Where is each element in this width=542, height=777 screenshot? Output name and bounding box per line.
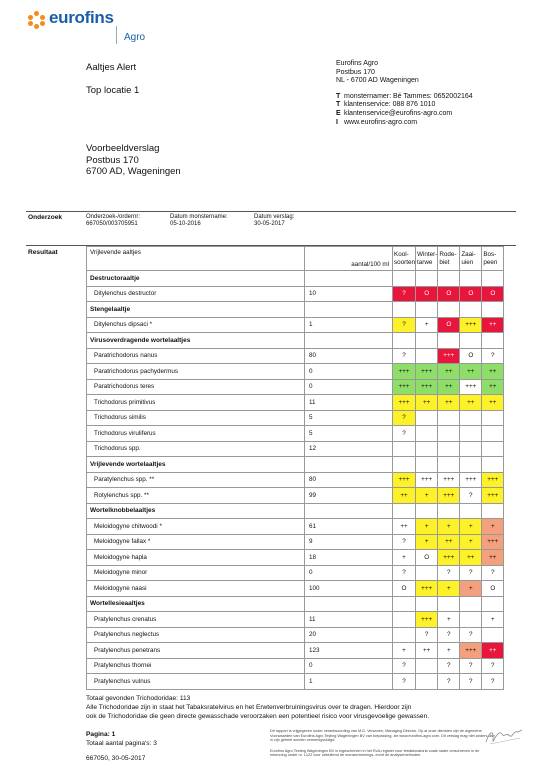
- risk-cell: +++: [460, 317, 482, 333]
- risk-cell: ?: [393, 426, 416, 442]
- section-row: [87, 271, 504, 287]
- risk-cell: +++: [393, 472, 416, 488]
- species-count: 80: [305, 472, 393, 488]
- risk-cell: ++: [438, 379, 460, 395]
- species-name: Ditylenchus destructor: [87, 286, 305, 302]
- table-row: [87, 426, 504, 442]
- risk-cell: +: [438, 643, 460, 659]
- recipient-city: 6700 AD, Wageningen: [86, 166, 181, 177]
- table-header-row: [87, 247, 504, 271]
- risk-cell: +++: [482, 534, 504, 550]
- risk-cell: +++: [438, 472, 460, 488]
- species-count: 11: [305, 395, 393, 411]
- section-title: Destructoraaltje: [87, 271, 305, 287]
- table-row: [87, 472, 504, 488]
- pagination: [86, 731, 157, 764]
- risk-cell: ?: [393, 534, 416, 550]
- contact-value: www.eurofins-agro.com: [344, 118, 418, 126]
- risk-cell: ++: [438, 534, 460, 550]
- contact-value: klantenservice@eurofins-agro.com: [344, 109, 453, 117]
- risk-cell: ?: [438, 658, 460, 674]
- species-count: 10: [305, 286, 393, 302]
- table-row: [87, 519, 504, 535]
- contact-line: [336, 93, 473, 102]
- species-name: Pratylenchus crenatus: [87, 612, 305, 628]
- species-name: Pratylenchus vulnus: [87, 674, 305, 690]
- contact-line: [336, 101, 473, 110]
- results-table: [86, 246, 504, 690]
- risk-cell: [416, 674, 438, 690]
- species-count: 0: [305, 379, 393, 395]
- risk-cell: [438, 441, 460, 457]
- risk-cell: [460, 441, 482, 457]
- risk-cell: ?: [438, 674, 460, 690]
- risk-cell: +++: [438, 550, 460, 566]
- risk-cell: ?: [393, 348, 416, 364]
- species-name: Rotylenchus spp. **: [87, 488, 305, 504]
- table-row: [87, 317, 504, 333]
- risk-cell: ++: [482, 379, 504, 395]
- risk-cell: +++: [393, 395, 416, 411]
- onderzoek-label: Onderzoek: [28, 214, 63, 221]
- species-count: 20: [305, 627, 393, 643]
- risk-cell: [393, 441, 416, 457]
- risk-cell: [393, 627, 416, 643]
- risk-cell: ++: [482, 395, 504, 411]
- risk-cell: +: [438, 612, 460, 628]
- header-name: Vrijlevende aaltjes: [87, 247, 305, 271]
- species-name: Meloidogyne fallax *: [87, 534, 305, 550]
- risk-cell: ?: [393, 674, 416, 690]
- risk-cell: ?: [460, 488, 482, 504]
- risk-cell: O: [438, 317, 460, 333]
- risk-cell: [438, 410, 460, 426]
- risk-cell: +++: [460, 379, 482, 395]
- table-row: [87, 674, 504, 690]
- species-count: 61: [305, 519, 393, 535]
- species-name: Paratrichodorus nanus: [87, 348, 305, 364]
- species-name: Paratrichodorus teres: [87, 379, 305, 395]
- risk-cell: O: [460, 348, 482, 364]
- table-row: [87, 348, 504, 364]
- risk-cell: +: [482, 519, 504, 535]
- table-row: [87, 612, 504, 628]
- species-count: 123: [305, 643, 393, 659]
- species-count: 0: [305, 565, 393, 581]
- risk-cell: O: [416, 286, 438, 302]
- risk-cell: ++: [460, 364, 482, 380]
- risk-cell: ++: [416, 395, 438, 411]
- species-name: Paratylenchus spp. **: [87, 472, 305, 488]
- table-row: [87, 565, 504, 581]
- risk-cell: +++: [460, 472, 482, 488]
- order-block: Onderzoek-/ordernr: 667050/003705951: [86, 214, 141, 227]
- risk-cell: ?: [393, 410, 416, 426]
- species-count: 99: [305, 488, 393, 504]
- risk-cell: ++: [482, 364, 504, 380]
- risk-cell: ?: [460, 658, 482, 674]
- species-count: 80: [305, 348, 393, 364]
- section-title: Wortellesieaaltjes: [87, 596, 305, 612]
- species-name: Trichodorus primitivus: [87, 395, 305, 411]
- recipient-box: Postbus 170: [86, 154, 139, 166]
- risk-cell: +++: [416, 364, 438, 380]
- risk-cell: [460, 410, 482, 426]
- signature-icon: [484, 724, 524, 748]
- species-name: Trichodorus similis: [87, 410, 305, 426]
- sender-city: NL - 6700 AD Wageningen: [336, 77, 419, 85]
- risk-cell: +++: [416, 612, 438, 628]
- section-row: [87, 503, 504, 519]
- table-row: [87, 441, 504, 457]
- species-name: Meloidogyne naasi: [87, 581, 305, 597]
- header-crop: Zaai- uien: [460, 247, 482, 271]
- risk-cell: ++: [393, 488, 416, 504]
- brand-name: eurofins: [49, 8, 114, 27]
- eurofins-dots-icon: [28, 11, 46, 29]
- section-title: Wortelknobbelaaltjes: [87, 503, 305, 519]
- risk-cell: ?: [438, 627, 460, 643]
- risk-cell: ?: [438, 565, 460, 581]
- header-crop: Rode- biet: [438, 247, 460, 271]
- risk-cell: ?: [393, 565, 416, 581]
- contact-key: T: [336, 101, 341, 109]
- species-count: 5: [305, 410, 393, 426]
- risk-cell: ++: [460, 395, 482, 411]
- header-crop: Bos- peen: [482, 247, 504, 271]
- contact-line: [336, 110, 473, 119]
- table-row: [87, 550, 504, 566]
- sender-box: Postbus 170: [336, 68, 375, 76]
- risk-cell: +: [438, 519, 460, 535]
- species-count: 11: [305, 612, 393, 628]
- risk-cell: ?: [460, 565, 482, 581]
- header-crop: Kool- soorten: [393, 247, 416, 271]
- contact-key: I: [336, 118, 338, 126]
- risk-cell: ++: [482, 550, 504, 566]
- risk-cell: [416, 658, 438, 674]
- risk-cell: ?: [393, 658, 416, 674]
- species-count: 100: [305, 581, 393, 597]
- risk-cell: +: [416, 488, 438, 504]
- contact-key: E: [336, 109, 341, 117]
- risk-cell: [482, 627, 504, 643]
- header-count: aantal/100 ml: [305, 247, 393, 271]
- disclaimer: Dit rapport is vrijgegeven onder verantwoording van M.D. Verworen, Managing Director. Op al onze diensten zijn de algemene Voorwaarden van Eurofins Agro Testing Wageningen BV van toepassing, zie www.eurofins-agro.com. Dit verslag mag niet anders dan in zijn geheel worden vermenigvuldigd. Eurofins Agro Testing Wageningen BV is ingeschreven in het RvA-register voor testlaboratoria zoals nader omschreven in de erkenning onder nr. L122 voor uitsluitend de monsternemings- en/of de analysemethoden.: [270, 729, 495, 758]
- sender-block: [336, 60, 473, 127]
- risk-cell: ++: [482, 317, 504, 333]
- species-name: Paratrichodorus pachydermus: [87, 364, 305, 380]
- section-title: Vrijlevende wortelaaltjes: [87, 457, 305, 473]
- risk-cell: ?: [416, 627, 438, 643]
- table-row: [87, 364, 504, 380]
- species-name: Meloidogyne minor: [87, 565, 305, 581]
- risk-cell: O: [393, 581, 416, 597]
- alert-title: Aaltjes Alert: [86, 62, 137, 73]
- risk-cell: ?: [393, 317, 416, 333]
- page-ref: 667050, 30-05-2017: [86, 755, 146, 762]
- risk-cell: ++: [416, 643, 438, 659]
- risk-cell: +++: [482, 488, 504, 504]
- risk-cell: [460, 612, 482, 628]
- page-number: Pagina: 1: [86, 731, 116, 738]
- risk-cell: +++: [393, 379, 416, 395]
- risk-cell: [438, 426, 460, 442]
- risk-cell: +: [416, 519, 438, 535]
- table-row: [87, 395, 504, 411]
- risk-cell: +++: [460, 643, 482, 659]
- risk-cell: O: [482, 286, 504, 302]
- risk-cell: +++: [438, 348, 460, 364]
- risk-cell: [393, 612, 416, 628]
- sender-name: Eurofins Agro: [336, 60, 379, 67]
- risk-cell: +: [416, 534, 438, 550]
- risk-cell: +: [460, 581, 482, 597]
- species-name: Pratylenchus thornei: [87, 658, 305, 674]
- risk-cell: O: [438, 286, 460, 302]
- species-count: 0: [305, 658, 393, 674]
- location-title: Top locatie 1: [86, 85, 140, 96]
- risk-cell: ?: [393, 286, 416, 302]
- species-name: Meloidogyne chitwoodi *: [87, 519, 305, 535]
- risk-cell: ?: [460, 674, 482, 690]
- table-row: [87, 410, 504, 426]
- recipient-block: [86, 143, 181, 178]
- table-row: [87, 286, 504, 302]
- species-count: 5: [305, 426, 393, 442]
- risk-cell: O: [416, 550, 438, 566]
- recipient-name: Voorbeeldverslag: [86, 143, 160, 154]
- risk-cell: [416, 348, 438, 364]
- contact-line: [336, 119, 473, 128]
- risk-cell: ?: [482, 674, 504, 690]
- section-row: [87, 302, 504, 318]
- risk-cell: +++: [416, 581, 438, 597]
- risk-cell: [460, 426, 482, 442]
- risk-cell: ++: [438, 364, 460, 380]
- species-count: 12: [305, 441, 393, 457]
- table-row: [87, 534, 504, 550]
- risk-cell: [482, 441, 504, 457]
- table-row: [87, 379, 504, 395]
- risk-cell: +: [416, 317, 438, 333]
- risk-cell: [416, 410, 438, 426]
- footnote: Totaal gevonden Trichodoridae: 113 Alle Trichodoridae zijn in staat het Tabaksratelvirus en het Erwtenverbruiningsvirus over te dragen. Hierdoor zijn ook de Trichodoridae die geen directe gewasschade veroorzaken een potentieel risico voor virusgevoelige gewassen.: [86, 695, 430, 720]
- species-count: 1: [305, 317, 393, 333]
- table-row: [87, 581, 504, 597]
- risk-cell: [416, 565, 438, 581]
- risk-cell: [416, 426, 438, 442]
- risk-cell: +: [460, 534, 482, 550]
- risk-cell: ?: [482, 348, 504, 364]
- risk-cell: ?: [482, 565, 504, 581]
- section-title: Stengelaaltje: [87, 302, 305, 318]
- table-row: [87, 658, 504, 674]
- risk-cell: [416, 441, 438, 457]
- risk-cell: +++: [438, 488, 460, 504]
- risk-cell: +: [438, 581, 460, 597]
- species-name: Pratylenchus neglectus: [87, 627, 305, 643]
- section-row: [87, 333, 504, 349]
- risk-cell: ++: [438, 395, 460, 411]
- table-row: [87, 488, 504, 504]
- risk-cell: ++: [482, 643, 504, 659]
- risk-cell: +: [482, 612, 504, 628]
- risk-cell: +++: [393, 364, 416, 380]
- species-count: 18: [305, 550, 393, 566]
- species-name: Trichodorus viruliferus: [87, 426, 305, 442]
- risk-cell: ++: [393, 519, 416, 535]
- table-row: [87, 627, 504, 643]
- sample-date-block: Datum monstername: 05-10-2016: [170, 214, 228, 227]
- contact-value: monsternamer: Bé Tammes: 0652002164: [344, 92, 473, 100]
- table-row: [87, 643, 504, 659]
- risk-cell: +++: [416, 379, 438, 395]
- risk-cell: [482, 410, 504, 426]
- resultaat-label: Resultaat: [28, 249, 58, 256]
- risk-cell: ?: [460, 627, 482, 643]
- section-row: [87, 457, 504, 473]
- report-date-block: Datum verslag: 30-05-2017: [254, 214, 295, 227]
- eurofins-logo: [28, 8, 168, 44]
- risk-cell: ++: [460, 550, 482, 566]
- contact-key: T: [336, 92, 341, 100]
- species-count: 1: [305, 674, 393, 690]
- risk-cell: O: [460, 286, 482, 302]
- risk-cell: +: [393, 643, 416, 659]
- species-count: 9: [305, 534, 393, 550]
- risk-cell: +: [393, 550, 416, 566]
- page-total: Totaal aantal pagina's: 3: [86, 739, 157, 747]
- contact-value: klantenservice: 088 876 1010: [344, 101, 436, 109]
- brand-sub: Agro: [124, 32, 146, 43]
- species-name: Meloidogyne hapla: [87, 550, 305, 566]
- risk-cell: +++: [416, 472, 438, 488]
- header-crop: Winter- tarwe: [416, 247, 438, 271]
- section-title: Virusoverdragende wortelaaltjes: [87, 333, 305, 349]
- divider: [26, 211, 516, 212]
- species-name: Ditylenchus dipsaci *: [87, 317, 305, 333]
- species-name: Pratylenchus penetrans: [87, 643, 305, 659]
- risk-cell: [482, 426, 504, 442]
- species-count: 0: [305, 364, 393, 380]
- section-row: [87, 596, 504, 612]
- risk-cell: O: [482, 581, 504, 597]
- risk-cell: +: [460, 519, 482, 535]
- risk-cell: +++: [482, 472, 504, 488]
- risk-cell: ?: [482, 658, 504, 674]
- species-name: Trichodorus spp.: [87, 441, 305, 457]
